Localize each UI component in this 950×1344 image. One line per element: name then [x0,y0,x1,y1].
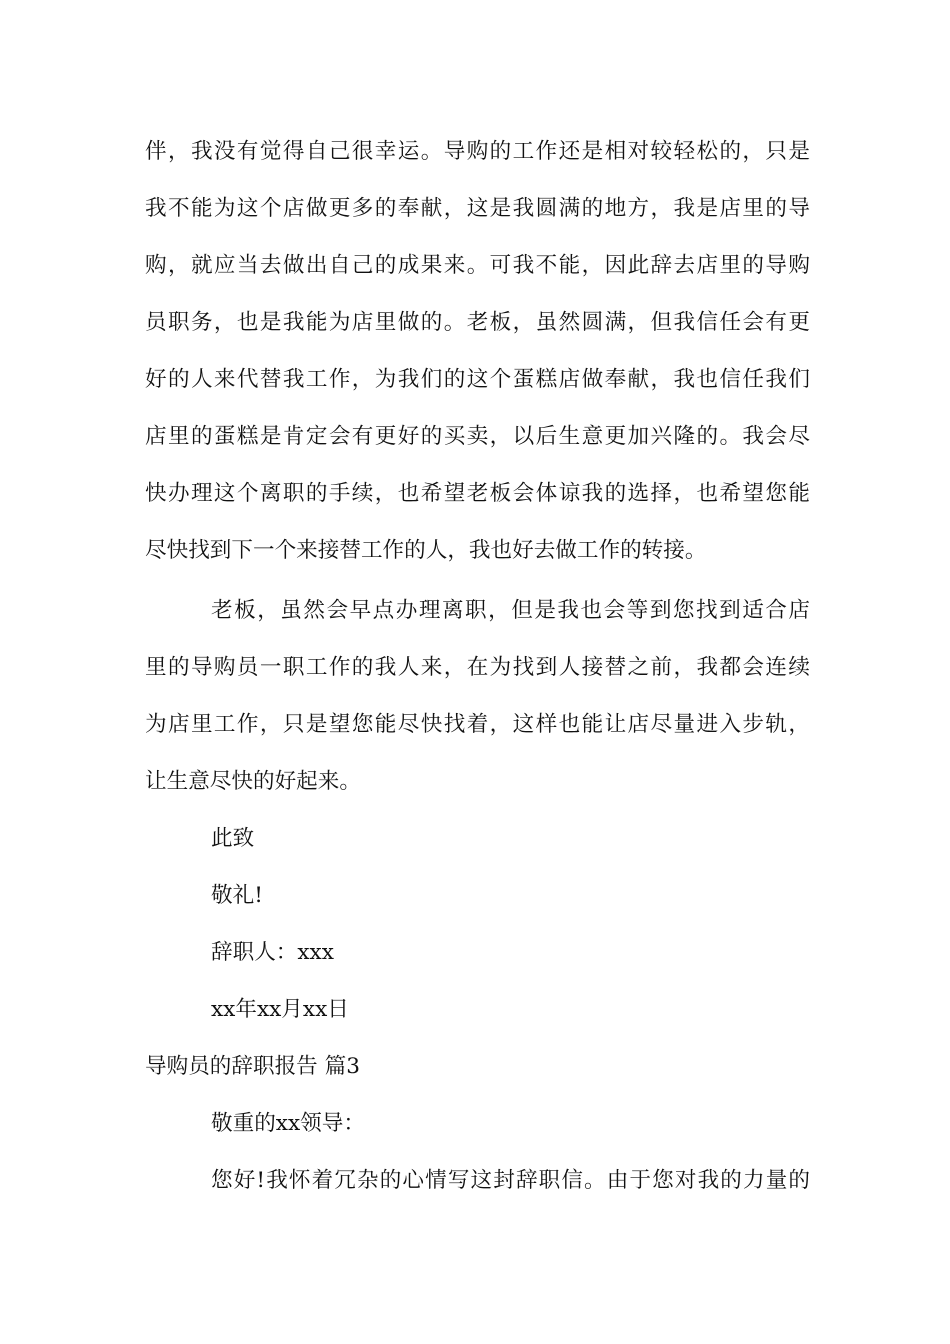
body-line-10: 里的导购员一职工作的我人来，在为找到人接替之前，我都会连续 [145,655,810,680]
letter-opening-line: 您好!我怀着冗杂的心情写这封辞职信。由于您对我的力量的 [211,1168,810,1193]
body-line-6: 店里的蛋糕是肯定会有更好的买卖，以后生意更加兴隆的。我会尽 [145,424,810,449]
body-line-2: 我不能为这个店做更多的奉献，这是我圆满的地方，我是店里的导 [145,196,810,221]
body-line-4: 员职务，也是我能为店里做的。老板，虽然圆满，但我信任会有更 [145,310,810,335]
closing-salutation: 此致 [211,826,255,851]
body-line-1: 伴，我没有觉得自己很幸运。导购的工作还是相对较轻松的，只是 [145,139,810,164]
letter-greeting: 敬重的xx领导： [211,1111,365,1136]
body-line-7: 快办理这个离职的手续，也希望老板会体谅我的选择，也希望您能 [145,481,810,506]
closing-regards: 敬礼! [211,883,263,908]
section-title: 导购员的辞职报告 篇3 [145,1054,360,1079]
body-line-11: 为店里工作，只是望您能尽快找着，这样也能让店尽量进入步轨， [145,712,810,737]
body-line-5: 好的人来代替我工作，为我们的这个蛋糕店做奉献，我也信任我们 [145,367,810,392]
body-line-3: 购，就应当去做出自己的成果来。可我不能，因此辞去店里的导购 [145,253,810,278]
signatory: 辞职人：xxx [211,940,334,965]
body-line-9: 老板，虽然会早点办理离职，但是我也会等到您找到适合店 [211,598,810,623]
date-line: xx年xx月xx日 [211,997,349,1022]
body-line-8: 尽快找到下一个来接替工作的人，我也好去做工作的转接。 [145,538,707,563]
body-line-12: 让生意尽快的好起来。 [145,769,361,794]
